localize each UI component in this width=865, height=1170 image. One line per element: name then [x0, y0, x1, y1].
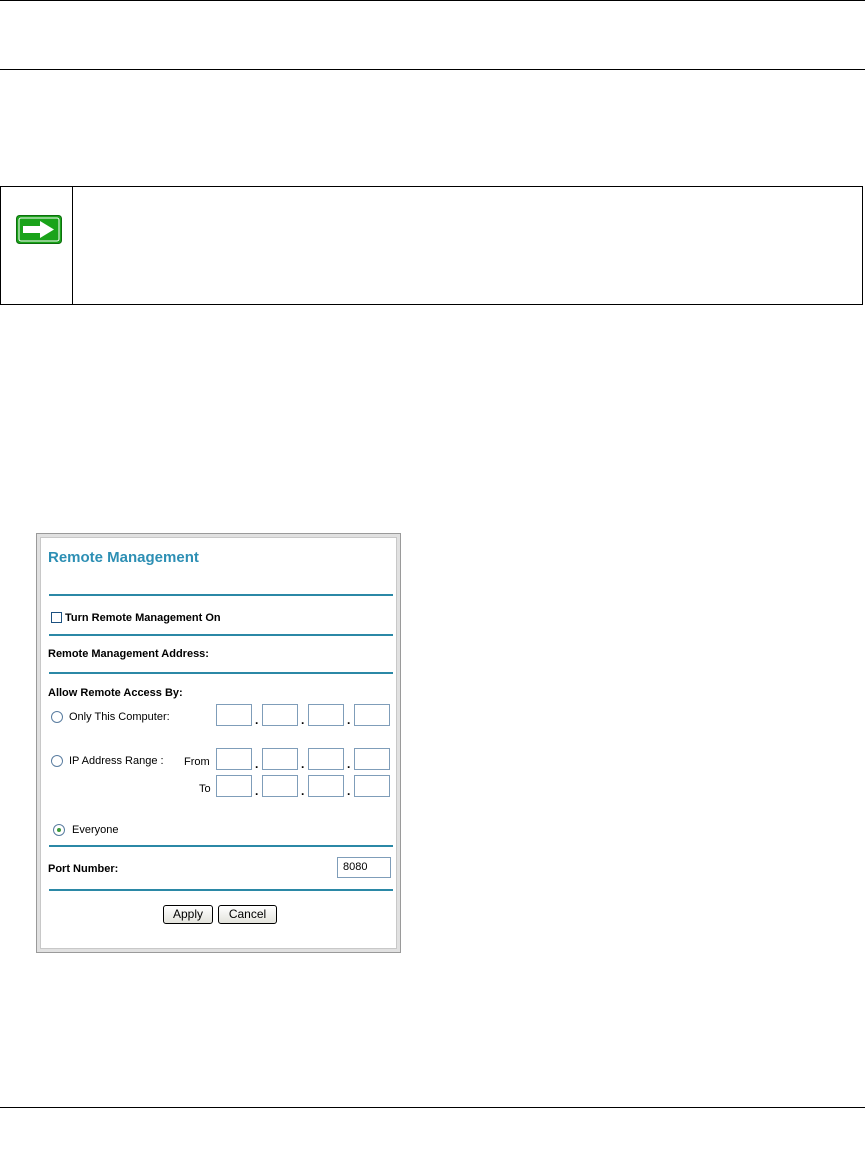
separator [49, 672, 393, 674]
remote-management-address-label: Remote Management Address: [48, 648, 209, 660]
to-ip-octet-1[interactable] [216, 775, 252, 797]
only-ip-octet-2[interactable] [262, 704, 298, 726]
turn-remote-management-checkbox[interactable] [51, 612, 62, 623]
ip-dot: . [347, 713, 351, 727]
ip-address-range-label: IP Address Range : [69, 755, 164, 767]
cancel-button[interactable]: Cancel [218, 905, 277, 924]
page-top-rule [0, 0, 865, 1]
only-ip-octet-1[interactable] [216, 704, 252, 726]
apply-button[interactable]: Apply [163, 905, 213, 924]
to-label: To [199, 783, 211, 795]
ip-dot: . [255, 757, 259, 771]
ip-dot: . [347, 757, 351, 771]
everyone-radio[interactable] [53, 824, 65, 836]
ip-dot: . [347, 784, 351, 798]
port-number-input[interactable]: 8080 [337, 857, 391, 878]
ip-dot: . [301, 757, 305, 771]
footer-rule [0, 1107, 865, 1108]
only-ip-octet-4[interactable] [354, 704, 390, 726]
ip-address-range-radio[interactable] [51, 755, 63, 767]
from-ip-octet-3[interactable] [308, 748, 344, 770]
ip-dot: . [301, 713, 305, 727]
ip-dot: . [255, 713, 259, 727]
turn-remote-management-label: Turn Remote Management On [65, 612, 221, 624]
note-box [0, 186, 863, 305]
separator [49, 594, 393, 596]
separator [49, 634, 393, 636]
everyone-label: Everyone [72, 824, 119, 836]
only-this-computer-radio[interactable] [51, 711, 63, 723]
allow-remote-access-label: Allow Remote Access By: [48, 687, 183, 699]
from-ip-octet-2[interactable] [262, 748, 298, 770]
separator [49, 845, 393, 847]
to-ip-octet-4[interactable] [354, 775, 390, 797]
port-number-label: Port Number: [48, 863, 119, 875]
to-ip-octet-2[interactable] [262, 775, 298, 797]
header-rule [0, 69, 865, 70]
panel-title: Remote Management [48, 549, 199, 566]
ip-dot: . [255, 784, 259, 798]
only-this-computer-label: Only This Computer: [69, 711, 170, 723]
ip-dot: . [301, 784, 305, 798]
only-ip-octet-3[interactable] [308, 704, 344, 726]
separator [49, 889, 393, 891]
from-ip-octet-1[interactable] [216, 748, 252, 770]
to-ip-octet-3[interactable] [308, 775, 344, 797]
from-label: From [184, 756, 210, 768]
from-ip-octet-4[interactable] [354, 748, 390, 770]
note-icon-cell [1, 187, 73, 304]
arrow-right-icon [16, 215, 62, 244]
remote-management-panel [36, 533, 401, 953]
